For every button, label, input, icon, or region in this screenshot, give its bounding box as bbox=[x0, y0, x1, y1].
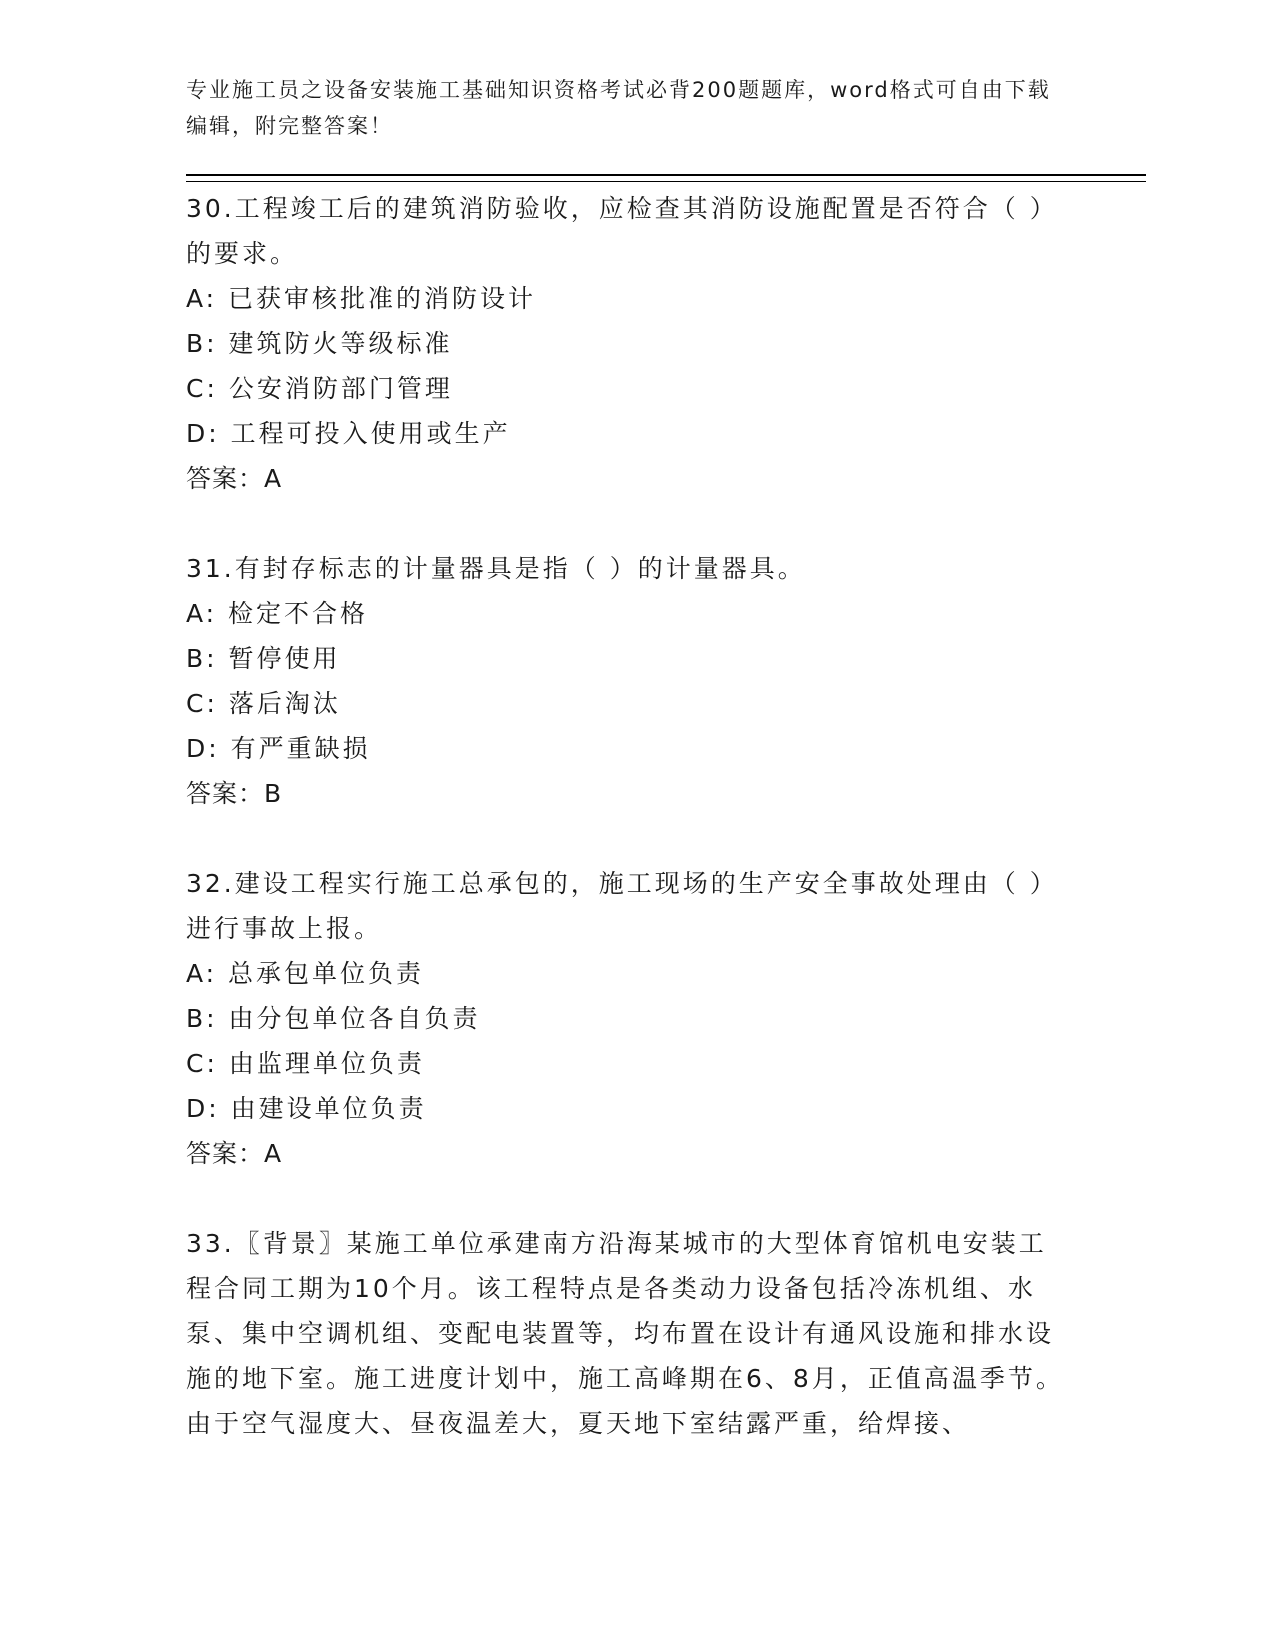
question-32 bbox=[186, 861, 1066, 1176]
answer-line bbox=[186, 771, 1066, 816]
option-b: B: 暂停使用 bbox=[186, 644, 341, 673]
document-header: 专业施工员之设备安装施工基础知识资格考试必背200题题库，word格式可自由下载编辑，附完整答案！ bbox=[186, 78, 1051, 138]
option-d: D: 由建设单位负责 bbox=[186, 1094, 427, 1123]
answer-label: 答案： bbox=[186, 464, 265, 493]
answer-value: A bbox=[264, 464, 282, 493]
option-c: C: 公安消防部门管理 bbox=[186, 374, 453, 403]
question-stem: 32.建设工程实行施工总承包的，施工现场的生产安全事故处理由（ ）进行事故上报。 bbox=[186, 869, 1058, 943]
question-33 bbox=[186, 1221, 1066, 1446]
option-a: A: 总承包单位负责 bbox=[186, 959, 425, 988]
option-a: A: 检定不合格 bbox=[186, 599, 369, 628]
question-stem: 33.〖背景〗某施工单位承建南方沿海某城市的大型体育馆机电安装工程合同工期为10个月。该工程特点是各类动力设备包括冷冻机组、水泵、集中空调机组、变配电装置等，均布置在设计有通风设施和排水设施的地下室。施工进度计划中，施工高峰期在6、8月，正值高温季节。由于空气湿度大、昼夜温差大，夏天地下室结露严重，给焊接、 bbox=[186, 1229, 1064, 1438]
option-d: D: 有严重缺损 bbox=[186, 734, 371, 763]
option-b: B: 由分包单位各自负责 bbox=[186, 1004, 481, 1033]
header-divider-thin bbox=[186, 181, 1146, 182]
option-a: A: 已获审核批准的消防设计 bbox=[186, 284, 537, 313]
option-d: D: 工程可投入使用或生产 bbox=[186, 419, 511, 448]
question-31 bbox=[186, 546, 1066, 816]
option-b: B: 建筑防火等级标准 bbox=[186, 329, 453, 358]
answer-line bbox=[186, 456, 1066, 501]
option-c: C: 由监理单位负责 bbox=[186, 1049, 425, 1078]
answer-line bbox=[186, 1131, 1066, 1176]
question-list bbox=[186, 186, 1066, 1491]
option-c: C: 落后淘汰 bbox=[186, 689, 341, 718]
answer-value: B bbox=[264, 779, 282, 808]
question-30 bbox=[186, 186, 1066, 501]
question-stem: 30.工程竣工后的建筑消防验收，应检查其消防设施配置是否符合（ ）的要求。 bbox=[186, 194, 1058, 268]
header-divider-thick bbox=[186, 174, 1146, 176]
answer-label: 答案： bbox=[186, 779, 265, 808]
question-stem: 31.有封存标志的计量器具是指（ ）的计量器具。 bbox=[186, 554, 806, 583]
answer-label: 答案： bbox=[186, 1139, 265, 1168]
answer-value: A bbox=[264, 1139, 282, 1168]
